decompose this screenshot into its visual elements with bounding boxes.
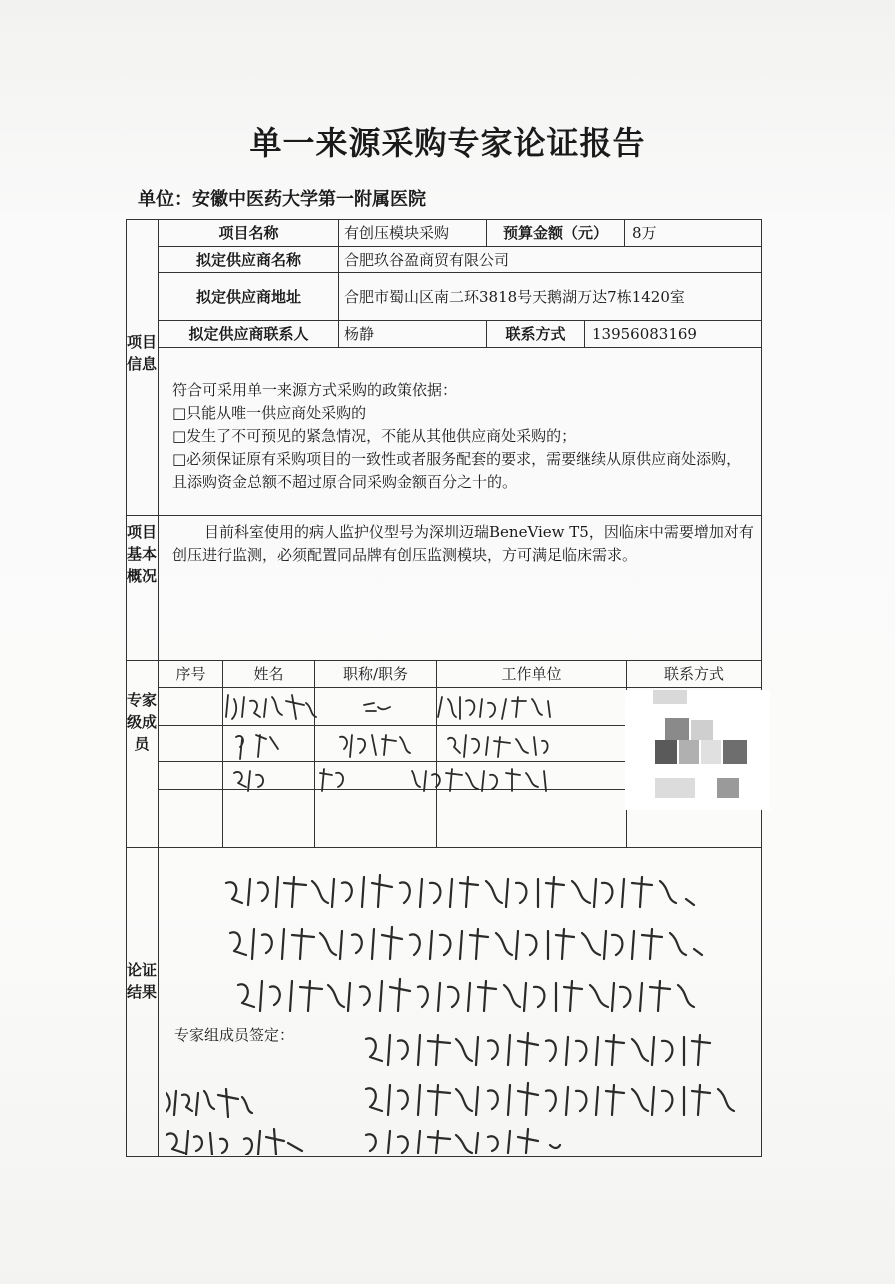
signature-label: 专家组成员签定： bbox=[174, 1026, 295, 1044]
supplier-name-label: 拟定供应商名称 bbox=[195, 250, 301, 269]
contact-method-label: 联系方式 bbox=[505, 325, 566, 343]
policy-block bbox=[172, 379, 756, 494]
unit-name: 安徽中医药大学第一附属医院 bbox=[192, 189, 426, 210]
supplier-contact-value: 杨静 bbox=[344, 325, 375, 343]
unit-label: 单位： bbox=[138, 189, 192, 210]
budget-value: 8万 bbox=[632, 224, 657, 242]
policy-option-3: □必须保证原有采购项目的一致性或者服务配套的要求，需要继续从原供应商处添购，且添购资金总额不超过原合同采购金额百分之十的。 bbox=[172, 450, 742, 491]
supplier-address-value: 合肥市蜀山区南二环3818号天鹅湖万达7栋1420室 bbox=[344, 287, 685, 306]
supplier-contact-label: 拟定供应商联系人 bbox=[188, 325, 309, 343]
supplier-name-value: 合肥玖谷盈商贸有限公司 bbox=[344, 250, 510, 269]
experts-section-label: 专家级成员 bbox=[126, 691, 157, 753]
contact-method-value: 13956083169 bbox=[592, 325, 697, 343]
expert-handwriting bbox=[216, 687, 636, 797]
policy-title: 符合可采用单一来源方式采购的政策依据： bbox=[172, 381, 458, 399]
budget-label: 预算金额（元） bbox=[502, 224, 608, 242]
document-title: 单一来源采购专家论证报告 bbox=[249, 124, 646, 162]
project-name-value: 有创压模块采购 bbox=[344, 224, 450, 242]
redacted-contact-block bbox=[625, 690, 770, 810]
conclusion-section-label: 论证结果 bbox=[126, 961, 157, 1001]
col-contact: 联系方式 bbox=[663, 665, 724, 683]
project-info-section-label: 项目信息 bbox=[126, 333, 157, 373]
policy-option-1: □只能从唯一供应商处采购的 bbox=[172, 404, 367, 422]
supplier-address-label: 拟定供应商地址 bbox=[195, 287, 301, 306]
policy-option-2: □发生了不可预见的紧急情况，不能从其他供应商处采购的； bbox=[172, 427, 577, 445]
overview-text: 目前科室使用的病人监护仪型号为深圳迈瑞BeneView T5，因临床中需要增加对有创压进行监测，必须配置同品牌有创压监测模块，方可满足临床需求。 bbox=[172, 523, 754, 564]
col-workplace: 工作单位 bbox=[501, 665, 562, 683]
overview-section-label: 项目基本概况 bbox=[126, 523, 157, 585]
col-title: 职称/职务 bbox=[342, 665, 409, 683]
project-name-label: 项目名称 bbox=[218, 224, 279, 242]
col-index: 序号 bbox=[175, 665, 206, 683]
col-name: 姓名 bbox=[253, 665, 284, 683]
report-table bbox=[126, 219, 762, 1157]
unit-line bbox=[138, 185, 426, 211]
conclusion-handwriting bbox=[166, 849, 762, 1155]
